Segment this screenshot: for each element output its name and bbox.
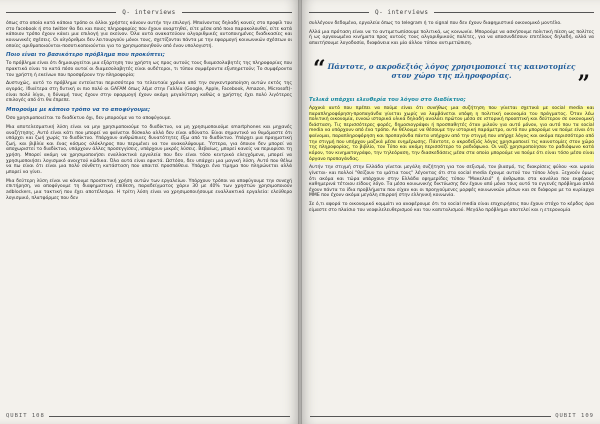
right-page-main bbox=[309, 97, 594, 214]
page-number: QUBIT 108 bbox=[6, 413, 45, 419]
open-quote-icon: “ bbox=[313, 55, 326, 82]
right-page bbox=[300, 0, 600, 424]
body-paragraph: Μια δεύτερη λύση είναι να κάνουμε προσεκτική χρήση αυτών των εργαλείων. Υπάρχουν τρόποι να αποφύγουμε την συνεχή επιτήρηση, να αποφύγουμε τη διαφημιστική επίθεση, παραδείγματος χάριν 30 με 40% των χρηστών χρησιμοποιούν adblockers, μια τακτική που έχει αποτέλεσμα. Η τρίτη λύση είναι να χρησιμοποιήσουμε εναλλακτικά εργαλεία: ελεύθερο λογισμικό, πλατφόρμες που δεν bbox=[6, 178, 292, 201]
body-paragraph: όπως στα οποία κατά κάποιο τρόπο οι άλλοι χρήστες κάνουν αυτήν την επιλογή. Μπαίνοντας δηλαδή κανείς στο προφίλ του στο facebook ή στο twitter θα δει και ποιες πληροφορίες που έχουν αναρτηθεί, είτε μέσα από ποιο παρακολουθεί, είτε κατά κάποιον τρόπο έχουν κάνει μια επιλογή για εκείνον. Όλα αυτά ανακατεύουν αλγοριθμικές αυτοποιημένες διαδικασίες και κοινωνικές σχέσεις. Οι αλγόριθμοι δεν λειτουργούν μόνοι τους, σχετίζονται πάντα με την εφαρμογή κοινωνικών σχέσεων οι οποίες αριθμοποιούνται-ποσοτικοποιούνται για το χρησιμοποιηθούν από έναν υπολογιστή. bbox=[6, 21, 292, 49]
footer-rule bbox=[310, 416, 551, 417]
body-paragraph: Μια αποτελεσματική λύση είναι να μην χρησιμοποιούμε το διαδίκτυο, να μη χρησιμοποιούμε smartphones και μηχανές αναζήτησης. Αυτό είναι κάτι που μπορεί να φαίνεται δύσκολο αλλά δεν είναι αδύνατο. Είναι σημαντικό να θυμόμαστε ότι υπάρχει και ζωή χωρίς το διαδίκτυο. Υπάρχουν ανθρώπινες δυνατότητες έξω από το διαδίκτυο. Υπάρχει μια πραγματική ζωή, και βιβλία και ένας κόσμος ολόκληρος που περιμένει να τον ανακαλύψουμε. Ύστερα, για όποιον δεν μπορεί να αποχωριστεί το διαδίκτυο, υπάρχουν άλλες προσεγγίσεις, υπάρχουν μικρές λύσεις. Βεβαίως, μπορεί κανείς να περιορίσει τη χρήση. Μπορεί ακόμη να χρησιμοποιήσει εναλλακτικά εργαλεία που δεν είναι τόσο κεντρικά ελεγχόμενα, μπορεί να χρησιμοποιήσει λογισμικό ανοιχτού κώδικα. Όλα αυτά είναι εφικτά. Ωστόσο, δεν υπάρχει μια μαγική λύση. Αυτό που θέλω να πω είναι ότι είναι μια πολύ σύνθετη κατάσταση που απαιτεί προσπάθεια. Υπάρχει ένα τίμημα που πληρώνεται αλλά μπορεί να γίνει. bbox=[6, 124, 292, 175]
body-paragraph: Αυτήν την στιγμή στην Ελλάδα γίνεται μεγάλη συζήτηση για τον σεξισμό, τον βιασμό, τις διακρίσεις φύλου -και ωραία γίνεται- και πολλοί "θείζουν τα ιμάτια τους" λέγοντας ότι στα social media έχουμε αυτού του τύπου λόγο. Ξεχνούν όμως ότι ακόμα και τώρα υπάρχουν στην Ελλάδα εφημερίδες τύπου "Μακελειό" ή άνθρωποι στα κανάλια που εκφέρουν καθημερινά τέτοιου είδους λόγο. Τα μέσα κοινωνικής δικτύωσης δεν έχουν από μόνα τους αυτό το εγγενές πρόβλημα απλά έχουν πάντα τα ίδια προβλήματα που είχαν και οι προηγούμενες μορφές κοινωνικών μέσων και σε διάφορα με τα κυρίαρχα ΜΜΕ που έχουν ακόμα μεγάλη επιρροή στην ελληνική κοινωνία. bbox=[309, 165, 594, 199]
header-rule bbox=[309, 12, 369, 13]
header-rule bbox=[182, 12, 292, 13]
left-page-header bbox=[6, 6, 292, 18]
right-page-header bbox=[309, 6, 594, 18]
header-rule bbox=[6, 12, 116, 13]
section-heading: Τελικά υπάρχει ελευθερία του λόγου στο διαδίκτυο; bbox=[309, 96, 466, 103]
section-heading: Ποιο είναι το βασικότερο πρόβλημα που προκύπτει; bbox=[6, 52, 165, 59]
left-page-body bbox=[6, 21, 292, 201]
pull-quote-text: Πάντοτε, ο ακροδεξιός λόγος χρησιμοποιεί τις καινοτομίες στον χώρο της πληροφορίας. bbox=[327, 61, 576, 81]
body-paragraph: Σε ό,τι αφορά το οικονομικό κομμάτι να αναφέρουμε ότι τα social media είναι επιχειρήσεις που έχουν στόχο το κέρδος άρα είμαστε στο πλαίσιο του νεοφιλελευθερισμού και του καπιταλισμού. Μεγάλο πρόβλημα αποτελεί και η ετερονομία bbox=[309, 202, 594, 213]
body-paragraph: Δυστυχώς, αυτό το πρόβλημα εντείνεται περισσότερο τα τελευταία χρόνια από την συγκεντροποίηση αυτών εκτός της αγοράς. Ιδιαίτερα στη δυτική οι πιο πολύ οι GAFAM όπως λέμε στην Γαλλία (Google, Apple, Facebook, Amazon, Microsoft)- είναι πολύ λίγοι, η δύναμή τους έχουν στην εφαρμογή έχουν ακόμη μεγαλύτερη καθώς ο χρήστης έχει πολύ λιγότερες επιλογές από ότι θα έπρεπε. bbox=[6, 81, 292, 104]
right-page-body bbox=[309, 21, 594, 214]
right-page-intro bbox=[309, 21, 594, 47]
section-heading: Μπορούμε με κάποιο τρόπο να το αποφύγουμε; bbox=[6, 107, 151, 114]
pull-quote bbox=[309, 50, 594, 97]
left-page-footer bbox=[0, 411, 300, 421]
section-title: Q- interviews bbox=[122, 8, 176, 16]
header-rule bbox=[434, 12, 594, 13]
page-number: QUBIT 109 bbox=[555, 413, 594, 419]
section-title: Q- interviews bbox=[375, 8, 429, 16]
footer-rule bbox=[49, 416, 290, 417]
right-page-footer bbox=[300, 411, 600, 421]
body-paragraph: συλλέγουν δεδομένα, εργαλεία όπως το telegram ή το signal που δεν έχουν διαφημιστικό οικονομικό μοντέλο. bbox=[309, 21, 562, 26]
page-gutter bbox=[298, 0, 302, 424]
body-paragraph: Το πρόβλημα είναι ότι δημιουργείται μια εξάρτηση του χρήστη ως προς αυτούς τους διαμεσολαβητές της πληροφορίας που πρακτικά είναι το κατά πόσο αυτοί οι διαμεσολαβητές είναι ουδέτεροι, τι τύπου συμφέροντα εξυπηρετούν; Το συμφέροντα του χρήστη ή εκείνων που προσφέρουν την πληροφορία; bbox=[6, 61, 292, 78]
close-quote-icon: ” bbox=[577, 70, 590, 97]
body-paragraph: Αρχικά αυτό που πρέπει να πούμε είναι ότι συνήθως μια συζήτηση που γίνεται σχετικά με social media και παραπληροφόρηση-προπαγάνδα γίνεται χωρίς να λαμβάνεται υπόψη η πολιτική οικονομία του πράγματος. Όταν λέω πολιτική οικονομία, εννοώ ιστορικά υλικά δηλαδή αναλύει πρώτον μέσα σε ιστορική προοπτική και δεύτερον σε οικονομική διάσταση. Τις περισσότερες φορές, δημοσιογράφοι ή προσπαθητές όταν μιλούν για αυτό μόνον, για αυτό που τα social media να υπάρχουν από ένα τρόπο. Αν θέλουμε να θέσουμε την ιστορική παράμετρο, αυτό που μπορούμε να πούμε είναι ότι φαίνομαι, παραπληροφόρηση και προπαγάνδα πάντα υπήρχαν από την στιγμή που υπήρχε λόγος και ακόμα περισσότερο από την στιγμή που υπήρχαν μαζικά μέσα ενημέρωσης. Πάντοτε, ο ακροδεξιός λόγος χρησιμοποιεί τις καινοτομίες στον χώρο της πληροφορίας, το βιβλίο, τον Τύπο και ακόμη περισσότερο το ραδιόφωνο. Οι ναζί χρησιμοποίησαν το ραδιόφωνο κατά κόρον, τον κινηματογράφο, την τηλεόραση, την διασκεδάσεις μέσα στα οποία μπορούμε να πούμε ότι είναι τόσο μέσο είναι όργανο προπαγάνδας. bbox=[309, 105, 594, 162]
body-paragraph: Όσο χρησιμοποιείται το διαδίκτυο όχι, δεν μπορούμε να το αποφύγουμε. bbox=[6, 116, 172, 122]
body-paragraph: Αλλά μια πρόταση είναι να το αντιμετωπίσουμε πολιτικά, ως κοινωνία. Μπορούμε να ασκήσουμε πολιτική πίεση ως πολίτες ή ως οργανωμένα κινήματα προς αυτούς τους αλγοριθμικούς πολίτες, για να αποσυνδέσουν επιτέλους δηλαδή, αλλά να απαιτήσουμε λογοδοσία, διαφάνεια και μία άλλου τύπου αντιμετώπιση. bbox=[309, 29, 594, 47]
